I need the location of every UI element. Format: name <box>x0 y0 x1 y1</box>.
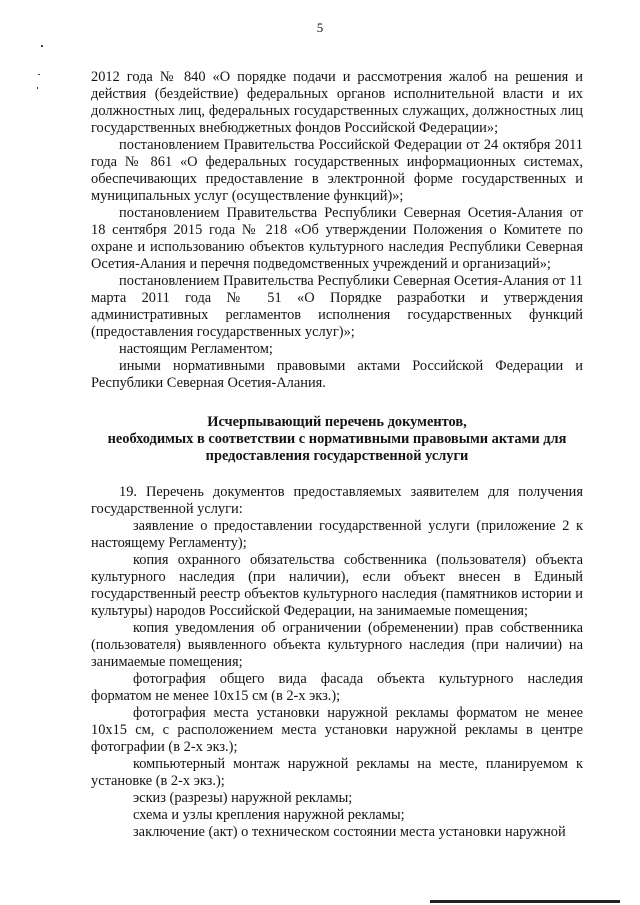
scan-edge-line <box>430 900 620 903</box>
paragraph-other-acts: иными нормативными правовыми актами Российской Федерации и Республики Северная Осетия-Алания. <box>91 358 583 391</box>
list-item-facade-photo: фотография общего вида фасада объекта культурного наследия форматом не менее 10х15 см (в 2-х экз.); <box>91 671 583 704</box>
paragraph-this-regulation: настоящим Регламентом; <box>119 341 273 357</box>
scan-speck-3 <box>37 87 38 89</box>
section-heading-line-3: предоставления государственной услуги <box>205 448 469 464</box>
list-item-mounting-scheme: схема и узлы крепления наружной рекламы; <box>133 807 405 823</box>
section-heading-line-1: Исчерпывающий перечень документов, <box>207 414 467 430</box>
paragraph-decree-51: постановлением Правительства Республики Северная Осетия-Алания от 11 марта 2011 года № 51 «О Порядке разработки и утверждения административных регламентов исполнения государственных функций (предоставления государственных услуг)»; <box>91 273 583 340</box>
scan-speck-1 <box>41 45 43 47</box>
list-item-application: заявление о предоставлении государственной услуги (приложение 2 к настоящему Регламенту); <box>91 518 583 551</box>
list-item-protection-obligation: копия охранного обязательства собственника (пользователя) объекта культурного наследия (при наличии), если объект внесен в Единый государственный реестр объектов культурного наследия (памятников истории и культуры) народов Российской Федерации, на занимаемые помещения; <box>91 552 583 619</box>
list-item-computer-montage: компьютерный монтаж наружной рекламы на месте, планируемом к установке (в 2-х экз.); <box>91 756 583 789</box>
document-body <box>91 69 583 841</box>
paragraph-decree-218: постановлением Правительства Республики Северная Осетия-Алания от 18 сентября 2015 года № 218 «Об утверждении Положения о Комитете по охране и использованию объектов культурного наследия Республики Северная Осетия-Алания и перечня подведомственных учреждений и организаций»; <box>91 205 583 272</box>
list-item-encumbrance-notice: копия уведомления об ограничении (обременении) прав собственника (пользователя) выявленного объекта культурного наследия (при наличии) на занимаемые помещения; <box>91 620 583 670</box>
list-item-installation-photo: фотография места установки наружной рекламы форматом не менее 10х15 см, с расположением места установки наружной рекламы в центре фотографии (в 2-х экз.); <box>91 705 583 755</box>
paragraph-decree-840-continuation: 2012 года № 840 «О порядке подачи и рассмотрения жалоб на решения и действия (бездействие) федеральных органов исполнительной власти и их должностных лиц, федеральных государственных служащих, должностных лиц государственных внебюджетных фондов Российской Федерации»; <box>91 69 583 136</box>
section-heading <box>91 414 583 465</box>
scan-speck-2 <box>38 74 40 75</box>
paragraph-decree-861: постановлением Правительства Российской Федерации от 24 октября 2011 года № 861 «О федеральных государственных информационных системах, обеспечивающих предоставление в электронной форме государственных и муниципальных услуг (осуществление функций)»; <box>91 137 583 204</box>
section-heading-line-2: необходимых в соответствии с нормативными правовыми актами для <box>107 431 567 447</box>
list-item-technical-conclusion: заключение (акт) о техническом состоянии места установки наружной <box>133 824 566 840</box>
list-item-sketch: эскиз (разрезы) наружной рекламы; <box>133 790 353 806</box>
paragraph-item-19: 19. Перечень документов предоставляемых заявителем для получения государственной услуги: <box>91 484 583 517</box>
page-number: 5 <box>316 20 324 35</box>
